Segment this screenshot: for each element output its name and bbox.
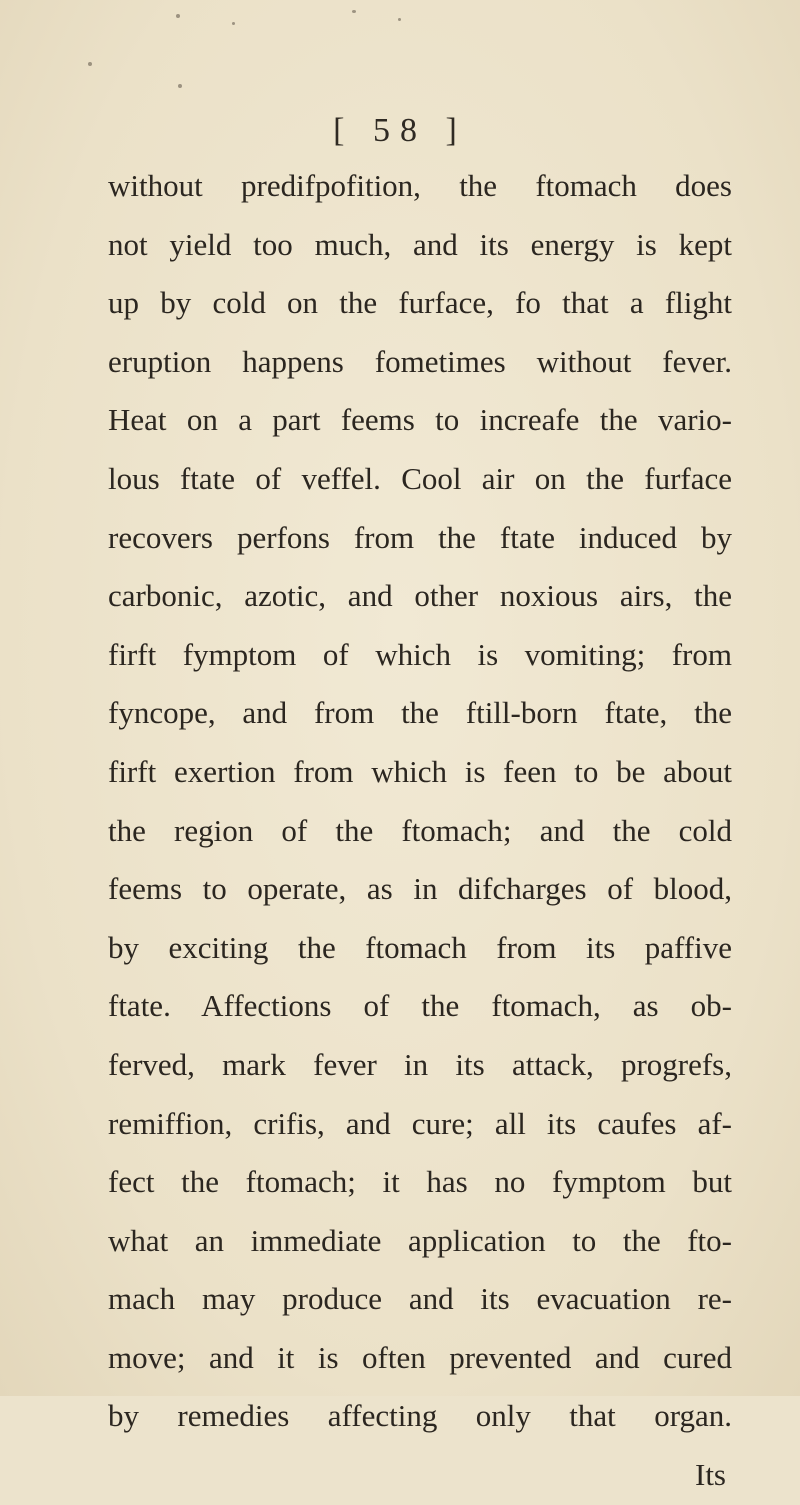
- body-text: [108, 157, 732, 1505]
- page-number: [ 58 ]: [333, 112, 467, 149]
- text-line: feems to operate, as in difcharges of blood,: [108, 871, 732, 907]
- text-line: remiffion, crifis, and cure; all its caufes af-: [108, 1105, 732, 1141]
- text-line: move; and it is often prevented and cured: [108, 1339, 732, 1375]
- ink-speck: [352, 10, 356, 13]
- text-line: the region of the ftomach; and the cold: [108, 812, 732, 848]
- text-line: eruption happens fometimes without fever.: [108, 343, 732, 379]
- text-line: by remedies affecting only that organ.: [108, 1398, 732, 1434]
- text-line: Heat on a part feems to increafe the vario-: [108, 402, 732, 438]
- text-line: firft exertion from which is feen to be about: [108, 753, 732, 789]
- text-line: carbonic, azotic, and other noxious airs, the: [108, 578, 732, 614]
- text-line: ferved, mark fever in its attack, progrefs,: [108, 1046, 732, 1082]
- text-line: recovers perfons from the ftate induced by: [108, 519, 732, 555]
- text-line: mach may produce and its evacuation re-: [108, 1281, 732, 1317]
- text-line: firft fymptom of which is vomiting; from: [108, 636, 732, 672]
- text-line: lous ftate of veffel. Cool air on the furface: [108, 460, 732, 496]
- text-line: not yield too much, and its energy is kept: [108, 226, 732, 262]
- text-line: up by cold on the furface, fo that a flight: [108, 285, 732, 321]
- ink-speck: [232, 22, 235, 25]
- ink-speck: [88, 62, 92, 66]
- text-line: fect the ftomach; it has no fymptom but: [108, 1164, 732, 1200]
- catchword: Its: [695, 1457, 726, 1493]
- text-line: fyncope, and from the ftill-born ftate, the: [108, 695, 732, 731]
- text-line: what an immediate application to the fto-: [108, 1222, 732, 1258]
- text-line: ftate. Affections of the ftomach, as ob-: [108, 988, 732, 1024]
- text-line: by exciting the ftomach from its paffive: [108, 929, 732, 965]
- ink-speck: [178, 84, 182, 88]
- ink-speck: [398, 18, 401, 21]
- text-line: without predifpofition, the ftomach does: [108, 168, 732, 203]
- ink-speck: [176, 14, 180, 18]
